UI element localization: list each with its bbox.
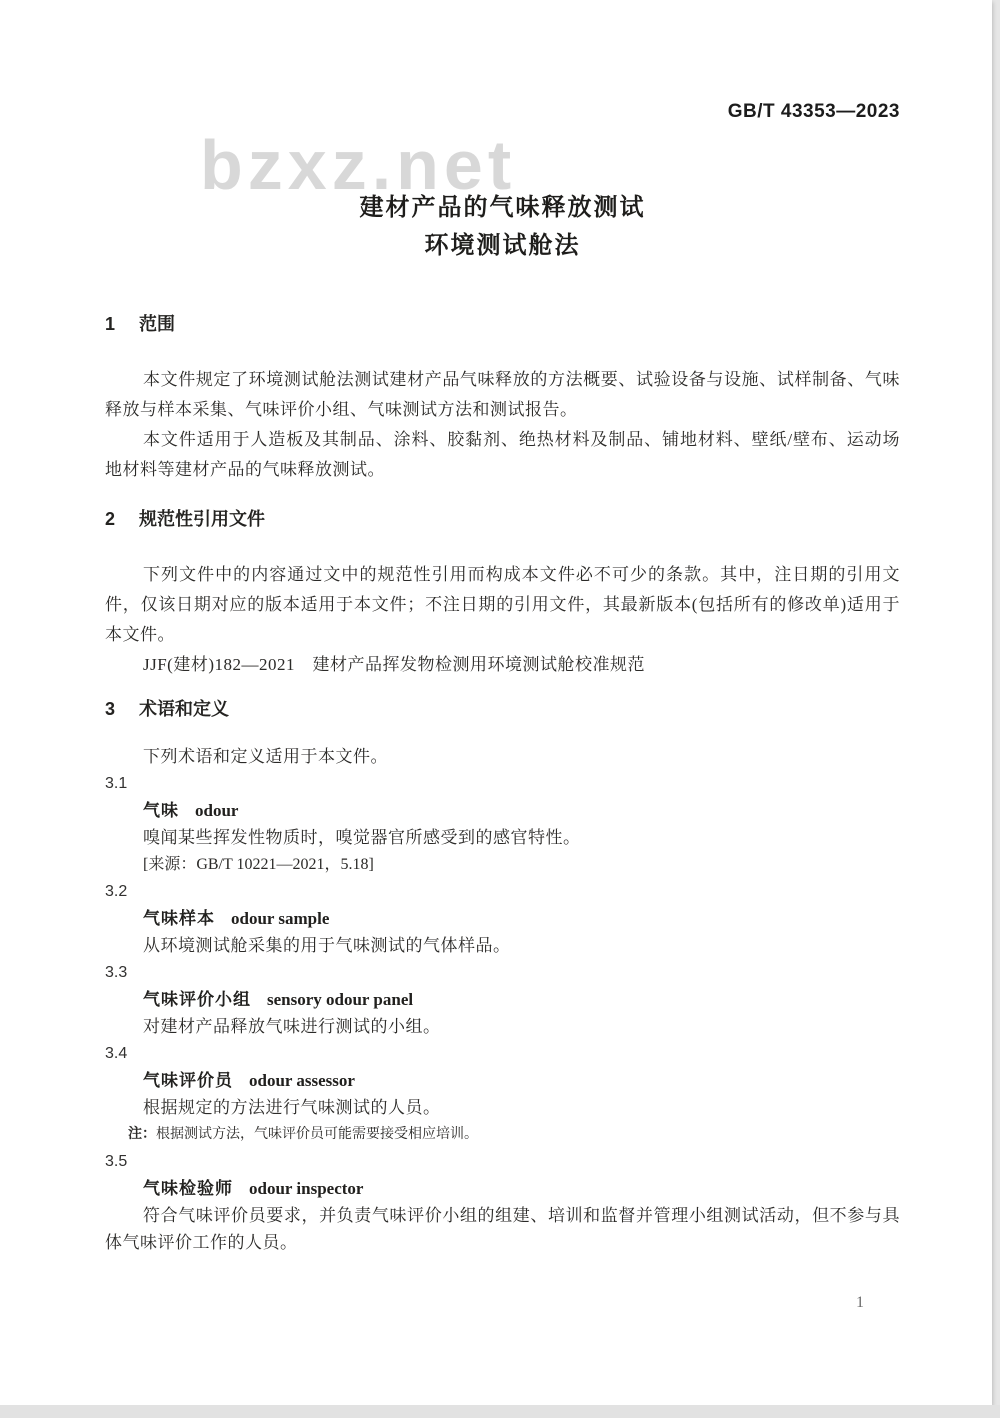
section-3-heading: [105, 696, 900, 722]
term-3-1-id: 3.1: [105, 775, 128, 792]
term-3-5-name: [105, 1175, 900, 1202]
term-3-1-source: [来源：GB/T 10221—2021，5.18]: [143, 856, 374, 873]
note-text: 根据测试方法，气味评价员可能需要接受相应培训。: [156, 1127, 478, 1142]
term-3-4-zh: 气味评价员: [143, 1071, 233, 1090]
section-1-title: 范围: [139, 314, 176, 334]
term-3-3-name: [105, 986, 900, 1013]
term-3-5-id: 3.5: [105, 1153, 128, 1170]
term-3-3-definition: 对建材产品释放气味进行测试的小组。: [143, 1017, 441, 1036]
term-3-4-id: 3.4: [105, 1045, 128, 1062]
term-3-4-definition: 根据规定的方法进行气味测试的人员。: [143, 1098, 441, 1117]
section-1-number: 1: [105, 314, 116, 334]
section-2-number: 2: [105, 509, 116, 529]
page-content: [0, 101, 992, 1256]
normative-references-paragraph: 下列文件中的内容通过文中的规范性引用而构成本文件必不可少的条款。其中，注日期的引用文件，仅该日期对应的版本适用于本文件；不注日期的引用文件，其最新版本(包括所有的修改单)适用于本文件。: [105, 565, 900, 644]
document-title: [105, 189, 900, 265]
term-3-5-definition: 符合气味评价员要求，并负责气味评价小组的组建、培训和监督并管理小组测试活动，但不参与具体气味评价工作的人员。: [105, 1206, 900, 1252]
scope-paragraph-1: 本文件规定了环境测试舱法测试建材产品气味释放的方法概要、试验设备与设施、试样制备、气味释放与样本采集、气味评价小组、气味测试方法和测试报告。: [105, 370, 900, 419]
term-3-2-id: 3.2: [105, 883, 128, 900]
title-line-1: 建材产品的气味释放测试: [359, 194, 646, 221]
reference-entry: JJF(建材)182—2021 建材产品挥发物检测用环境测试舱校准规范: [143, 655, 646, 674]
term-3-5-en: odour inspector: [249, 1179, 364, 1198]
term-3-3-zh: 气味评价小组: [143, 990, 251, 1009]
term-3-5: [105, 1148, 900, 1256]
term-3-3-en: sensory odour panel: [267, 990, 414, 1009]
term-3-4-note: [105, 1121, 900, 1148]
page-number: 1: [856, 1294, 864, 1311]
section-1-heading: [105, 311, 900, 337]
title-line-2: 环境测试舱法: [424, 232, 581, 259]
terms-intro: 下列术语和定义适用于本文件。: [143, 747, 388, 766]
term-3-3: [105, 959, 900, 1040]
term-3-1-en: odour: [195, 801, 239, 820]
term-3-2: [105, 878, 900, 959]
term-3-1: [105, 770, 900, 878]
section-2-title: 规范性引用文件: [139, 509, 266, 529]
section-2-heading: [105, 506, 900, 532]
section-3-number: 3: [105, 699, 116, 719]
term-3-2-en: odour sample: [231, 909, 330, 928]
watermark-text: bzxz.net: [200, 126, 517, 204]
term-3-5-zh: 气味检验师: [143, 1179, 233, 1198]
term-3-2-zh: 气味样本: [143, 909, 215, 928]
term-3-4-name: [105, 1067, 900, 1094]
standard-number: GB/T 43353—2023: [727, 101, 900, 122]
scan-bottom-edge: [0, 1405, 1000, 1418]
term-3-1-zh: 气味: [143, 801, 179, 820]
term-3-4-en: odour assessor: [249, 1071, 355, 1090]
term-3-4: [105, 1040, 900, 1148]
term-3-1-name: [105, 797, 900, 824]
note-label: 注：: [128, 1127, 156, 1142]
term-3-3-id: 3.3: [105, 964, 128, 981]
term-3-2-name: [105, 905, 900, 932]
term-3-2-definition: 从环境测试舱采集的用于气味测试的气体样品。: [143, 936, 511, 955]
section-3-title: 术语和定义: [139, 699, 230, 719]
scope-paragraph-2: 本文件适用于人造板及其制品、涂料、胶黏剂、绝热材料及制品、铺地材料、壁纸/壁布、运动场地材料等建材产品的气味释放测试。: [105, 430, 900, 479]
term-3-1-definition: 嗅闻某些挥发性物质时，嗅觉器官所感受到的感官特性。: [143, 828, 581, 847]
